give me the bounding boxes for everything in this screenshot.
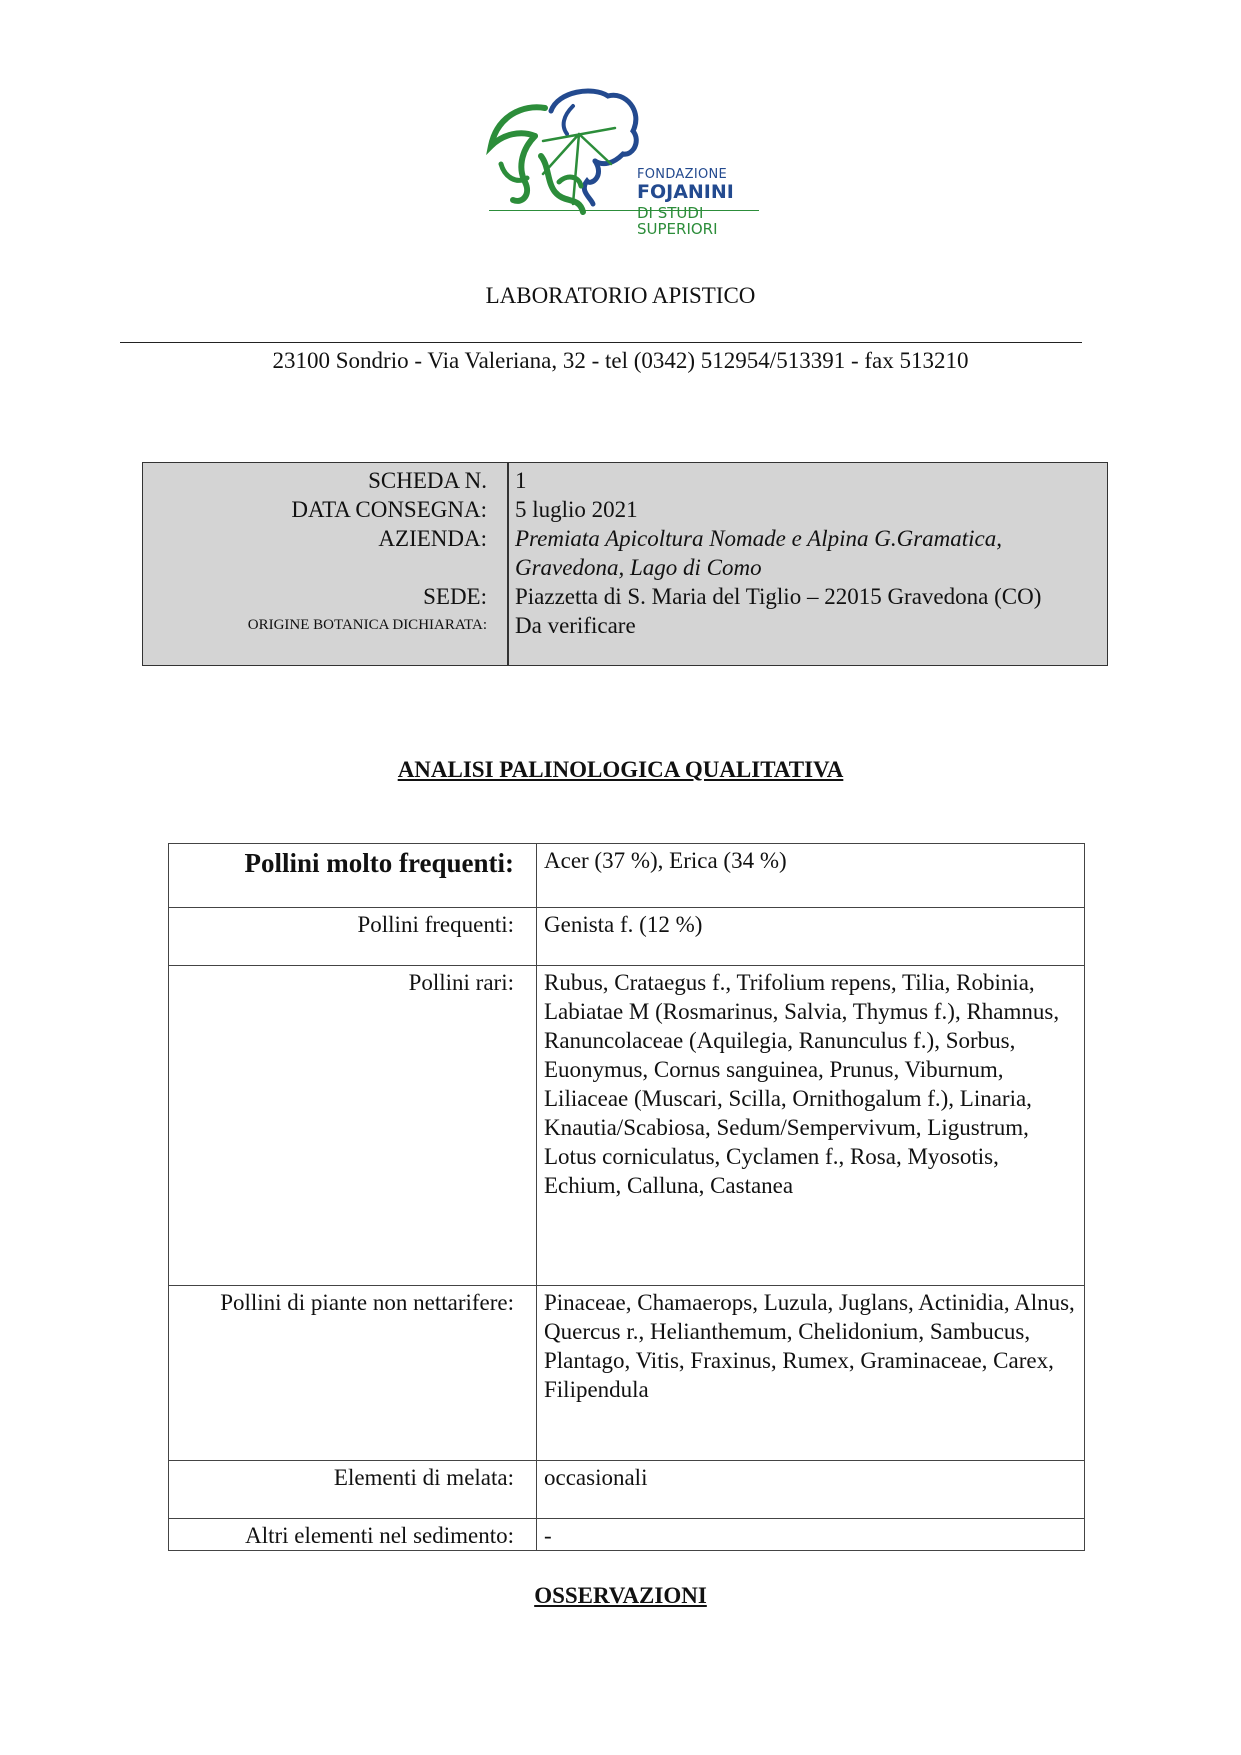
scheda-label: SCHEDA N. [368, 468, 487, 493]
table-row [169, 908, 1085, 966]
info-labels [143, 466, 487, 640]
table-row [169, 1461, 1085, 1519]
analisi-title: ANALISI PALINOLOGICA QUALITATIVA [397, 757, 844, 782]
lab-title: LABORATORIO APISTICO [485, 283, 756, 308]
table-row [169, 966, 1085, 1286]
data-consegna-value: 5 luglio 2021 [515, 497, 638, 522]
sede-label: SEDE: [423, 584, 487, 609]
row-label: Elementi di melata: [169, 1461, 537, 1519]
row-value: Genista f. (12 %) [537, 908, 1085, 966]
table-row [169, 1286, 1085, 1461]
row-label: Pollini frequenti: [169, 908, 537, 966]
azienda-label: AZIENDA: [378, 526, 487, 551]
info-divider [507, 463, 509, 665]
origine-label: ORIGINE BOTANICA DICHIARATA: [247, 617, 487, 633]
sample-info-box [142, 462, 1108, 666]
header-rule [120, 342, 1082, 343]
logo-wordmark [637, 168, 734, 237]
info-values [515, 466, 1103, 640]
sede-value: Piazzetta di S. Maria del Tiglio – 22015 Gravedona (CO) [515, 584, 1042, 609]
logo-line-3: DI STUDI [637, 204, 704, 222]
logo-line-4: SUPERIORI [637, 220, 718, 238]
spacer-line [143, 553, 487, 582]
pollen-table [168, 843, 1085, 1551]
foundation-logo [483, 86, 765, 252]
leaf-emblem-icon [483, 86, 643, 246]
row-value: Pinaceae, Chamaerops, Luzula, Juglans, Actinidia, Alnus, Quercus r., Helianthemum, Chelidonium, Sambucus, Plantago, Vitis, Fraxinus, Rumex, Graminaceae, Carex, Filipendula [537, 1286, 1085, 1461]
table-row [169, 1519, 1085, 1551]
row-value: Rubus, Crataegus f., Trifolium repens, Tilia, Robinia, Labiatae M (Rosmarinus, Salvia, Thymus f.), Rhamnus, Ranuncolaceae (Aquilegia, Ranunculus f.), Sorbus, Euonymus, Cornus sanguinea, Prunus, Viburnum, Liliaceae (Muscari, Scilla, Ornithogalum f.), Linaria, Knautia/Scabiosa, Sedum/Sempervivum, Ligustrum, Lotus corniculatus, Cyclamen f., Rosa, Myosotis, Echium, Calluna, Castanea [537, 966, 1085, 1286]
logo-line-1: FONDAZIONE [637, 167, 728, 182]
osservazioni-title: OSSERVAZIONI [534, 1583, 707, 1608]
data-consegna-label: DATA CONSEGNA: [291, 497, 487, 522]
row-value: Acer (37 %), Erica (34 %) [537, 844, 1085, 908]
row-label: Pollini molto frequenti: [169, 844, 537, 908]
logo-line-2: FOJANINI [637, 181, 734, 203]
row-label: Pollini rari: [169, 966, 537, 1286]
row-value: - [537, 1519, 1085, 1551]
azienda-value-line-1: Premiata Apicoltura Nomade e Alpina G.Gramatica, [515, 526, 1003, 551]
origine-value: Da verificare [515, 613, 636, 638]
table-row [169, 844, 1085, 908]
azienda-value-line-2: Gravedona, Lago di Como [515, 555, 762, 580]
row-value: occasionali [537, 1461, 1085, 1519]
row-label: Altri elementi nel sedimento: [169, 1519, 537, 1551]
row-label: Pollini di piante non nettarifere: [169, 1286, 537, 1461]
lab-address: 23100 Sondrio - Via Valeriana, 32 - tel (0342) 512954/513391 - fax 513210 [272, 348, 969, 373]
scheda-value: 1 [515, 468, 527, 493]
